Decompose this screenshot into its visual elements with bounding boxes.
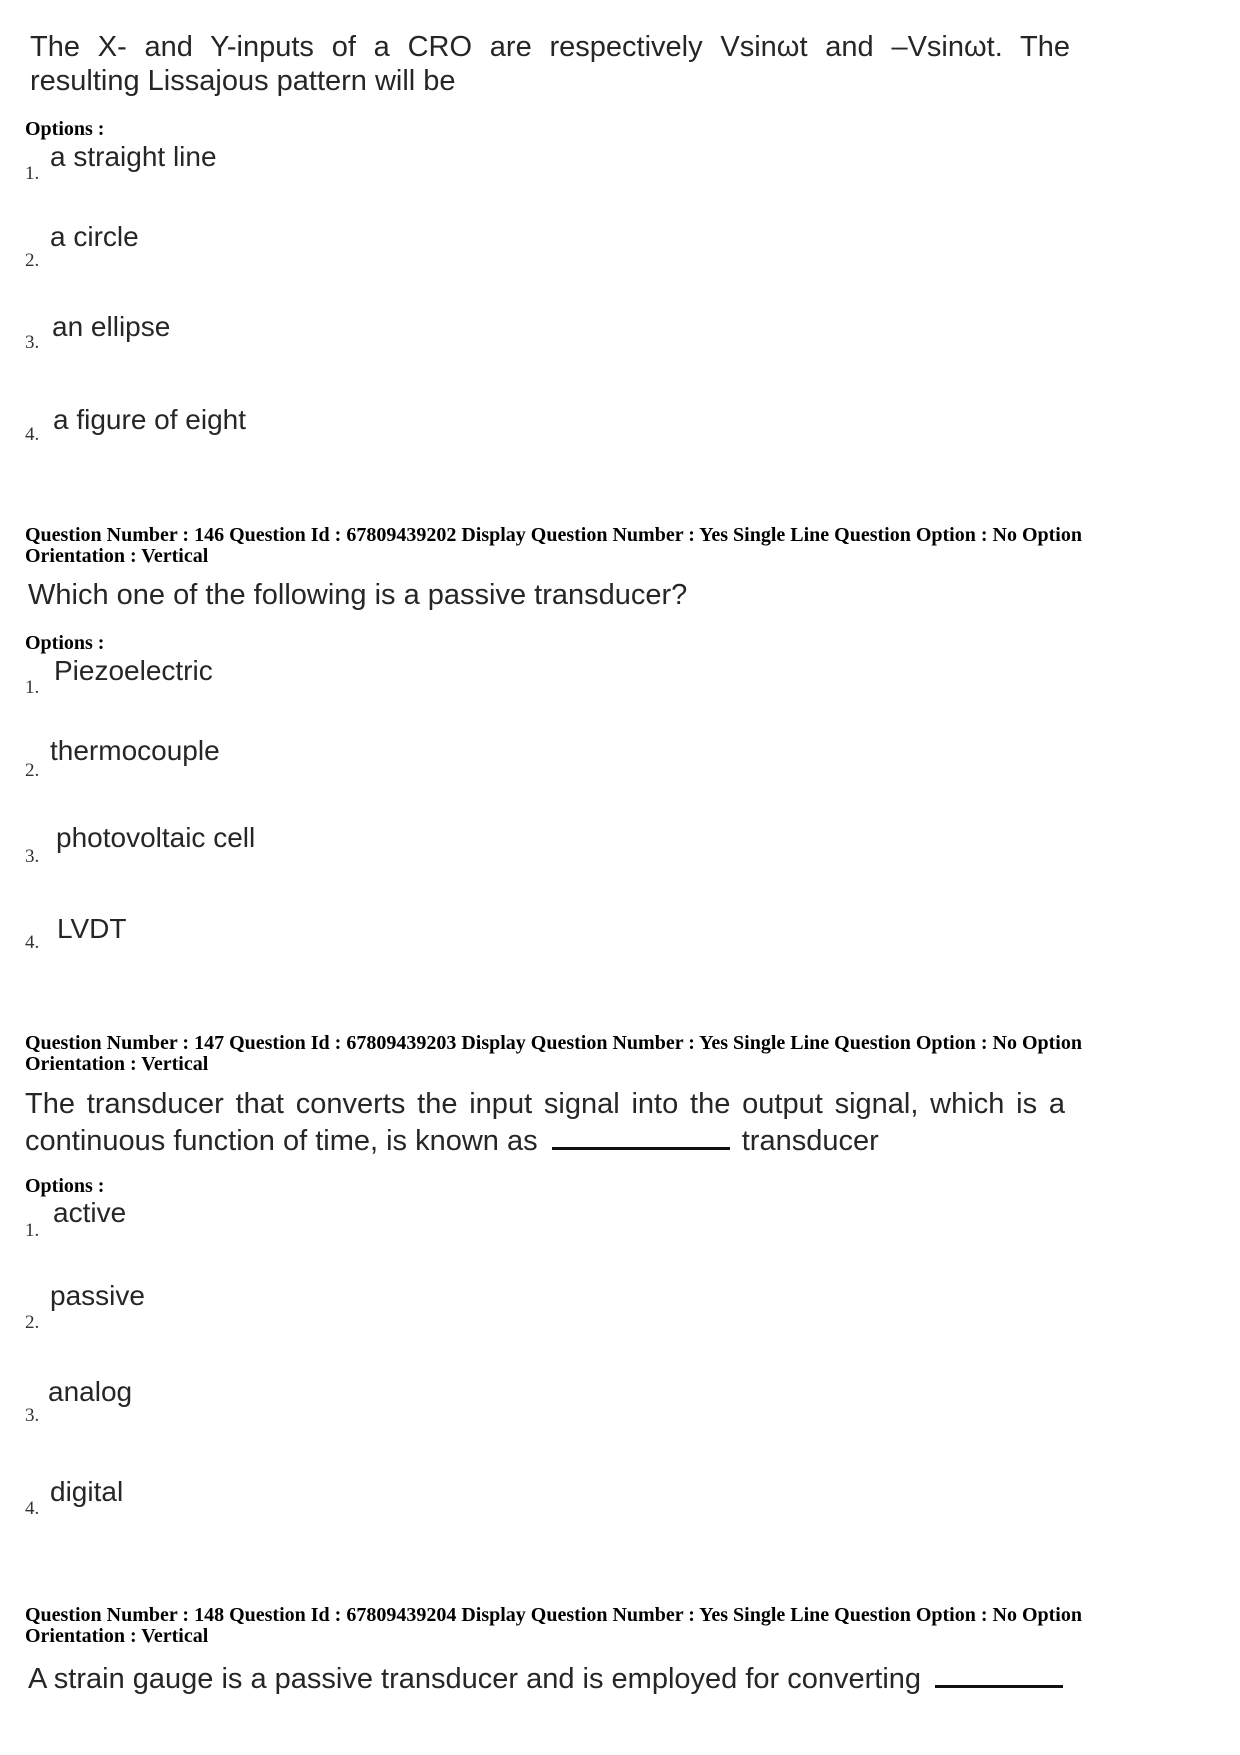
option-number: 2.	[25, 760, 40, 781]
options-label: Options :	[25, 118, 105, 140]
option-text: a figure of eight	[53, 404, 247, 435]
option-text: a straight line	[50, 141, 217, 172]
question-text-segment: transducer	[741, 1125, 879, 1157]
option-text: active	[53, 1197, 127, 1228]
answer-blank	[935, 1659, 1063, 1688]
question-148-text	[28, 1659, 1063, 1696]
question-text-segment: A strain gauge is a passive transducer and is employed for converting	[28, 1663, 922, 1695]
question-text-line: The X- and Y-inputs of a CRO are respectively Vsinωt and –Vsinωt. The	[30, 31, 1070, 63]
option-text: a circle	[50, 221, 139, 252]
option-number: 1.	[25, 1220, 40, 1241]
meta-line: Question Number : 146 Question Id : 67809439202 Display Question Number : Yes Single Line Question Option : No Option	[25, 524, 1082, 546]
option-text: Piezoelectric	[54, 655, 213, 686]
option-number: 3.	[25, 332, 40, 353]
question-text-line: resulting Lissajous pattern will be	[30, 65, 456, 97]
option-number: 4.	[25, 932, 40, 953]
option-number: 2.	[25, 250, 40, 271]
question-145-text	[30, 30, 1070, 98]
option-number: 1.	[25, 677, 40, 698]
meta-line: Question Number : 148 Question Id : 67809439204 Display Question Number : Yes Single Line Question Option : No Option	[25, 1604, 1082, 1626]
option-text: thermocouple	[50, 735, 220, 766]
options-label: Options :	[25, 632, 105, 654]
question-148-meta	[25, 1605, 1082, 1647]
meta-line: Orientation : Vertical	[25, 1625, 209, 1647]
option-text: LVDT	[57, 913, 127, 944]
options-label: Options :	[25, 1175, 105, 1197]
question-text-segment: continuous function of time, is known as	[25, 1125, 538, 1157]
option-text: digital	[50, 1476, 124, 1507]
meta-line: Question Number : 147 Question Id : 67809439203 Display Question Number : Yes Single Line Question Option : No Option	[25, 1032, 1082, 1054]
answer-blank	[552, 1121, 730, 1150]
question-146-meta	[25, 525, 1082, 567]
question-147-meta	[25, 1033, 1082, 1075]
option-text: photovoltaic cell	[56, 822, 256, 853]
option-number: 4.	[25, 424, 40, 445]
question-text-line: The transducer that converts the input signal into the output signal, which is a	[25, 1088, 1065, 1120]
option-number: 3.	[25, 846, 40, 867]
option-text: passive	[50, 1280, 145, 1311]
option-number: 4.	[25, 1498, 40, 1519]
option-text: analog	[48, 1376, 133, 1407]
option-number: 1.	[25, 163, 40, 184]
question-text-line	[25, 1125, 879, 1157]
question-146-text: Which one of the following is a passive transducer?	[28, 579, 688, 611]
option-text: an ellipse	[52, 311, 171, 342]
option-number: 3.	[25, 1405, 40, 1426]
question-147-text	[25, 1087, 1065, 1158]
meta-line: Orientation : Vertical	[25, 1053, 209, 1075]
option-number: 2.	[25, 1312, 40, 1333]
meta-line: Orientation : Vertical	[25, 545, 209, 567]
